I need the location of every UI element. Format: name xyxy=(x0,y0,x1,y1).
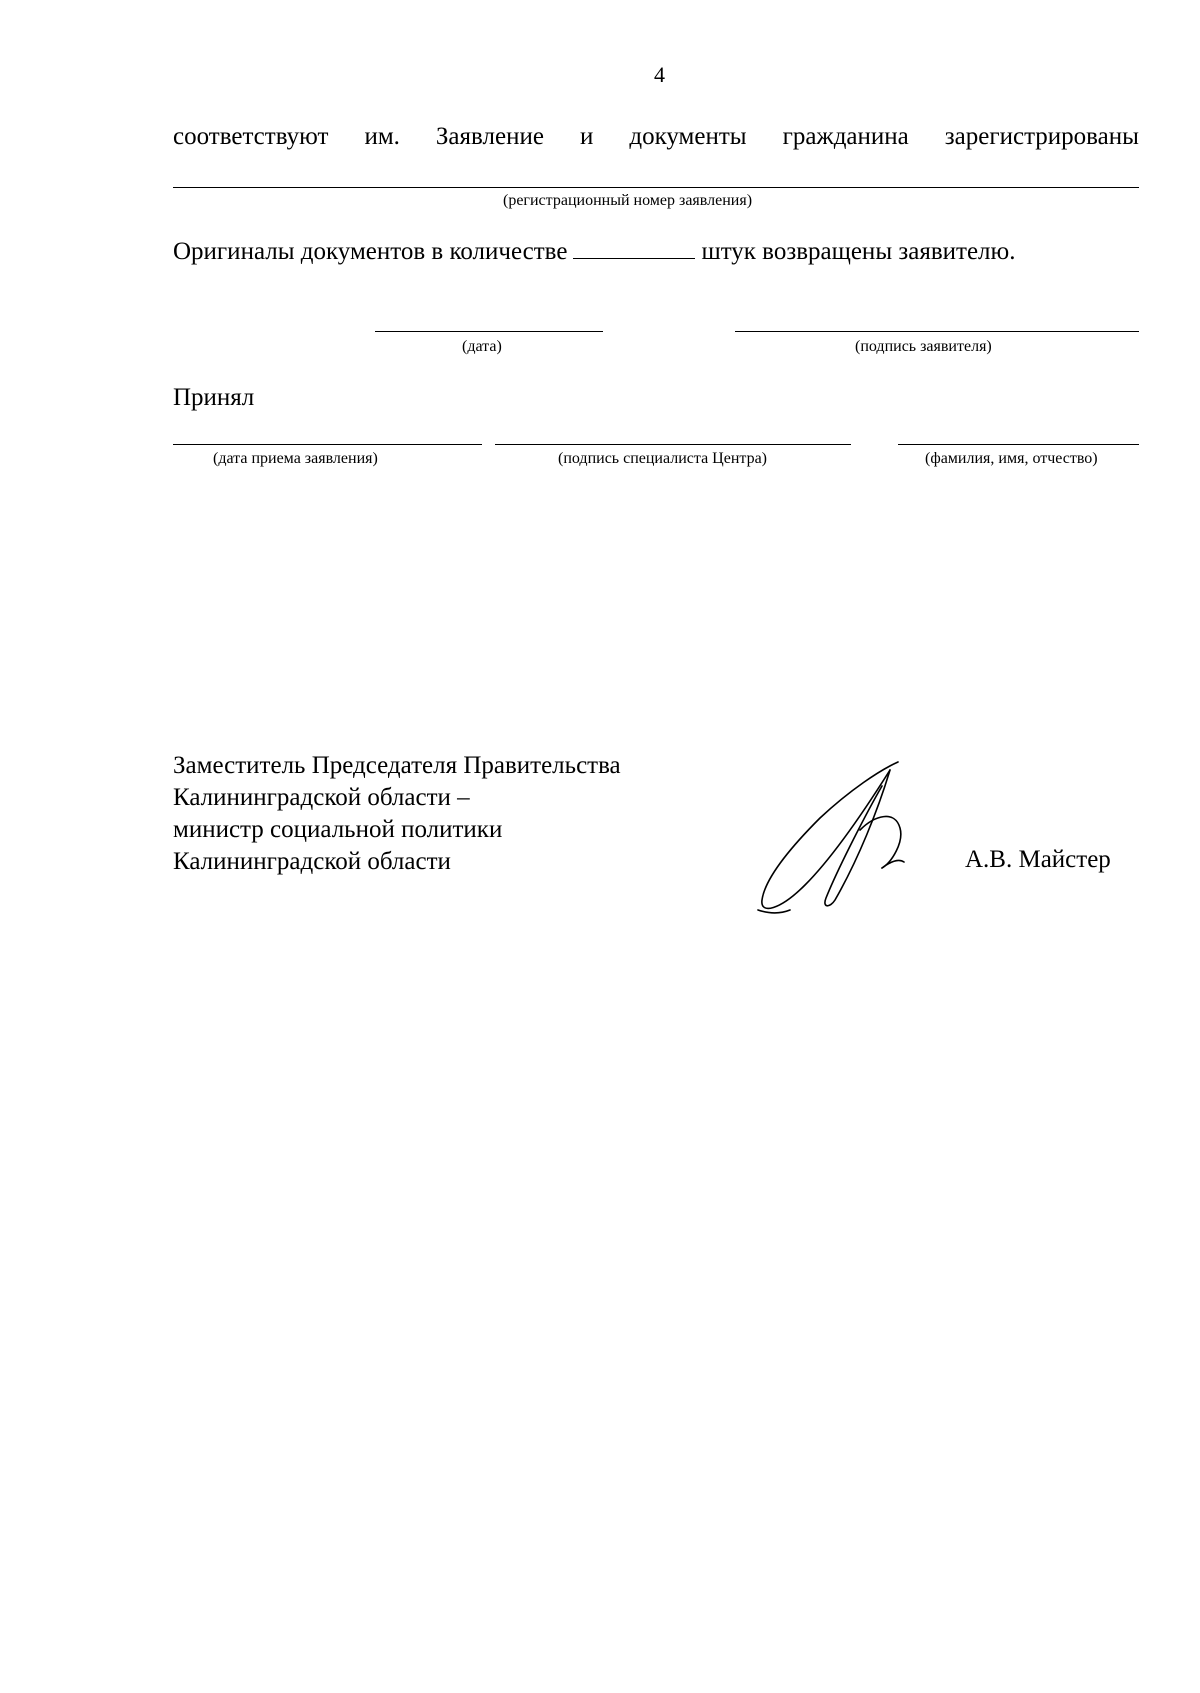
signatory-position-line: министр социальной политики xyxy=(173,816,503,843)
paragraph-word: соответствуют xyxy=(173,123,329,150)
handwritten-signature xyxy=(750,750,920,920)
applicant-date-line xyxy=(375,331,603,332)
signatory-position-line: Заместитель Председателя Правительства xyxy=(173,752,621,779)
signatory-position-line: Калининградской области – xyxy=(173,784,470,811)
registration-number-line xyxy=(173,187,1139,188)
paragraph-word: гражданина xyxy=(782,123,909,150)
accepted-label: Принял xyxy=(173,384,255,411)
signatory-name: А.В. Майстер xyxy=(965,846,1111,873)
quantity-blank xyxy=(573,257,695,259)
applicant-signature-line xyxy=(735,331,1139,332)
signatory-position-line: Калининградской области xyxy=(173,848,451,875)
registration-number-caption: (регистрационный номер заявления) xyxy=(503,192,753,209)
applicant-signature-caption: (подпись заявителя) xyxy=(855,338,992,355)
specialist-name-caption: (фамилия, имя, отчество) xyxy=(925,450,1098,467)
paragraph-word: Заявление xyxy=(435,123,544,150)
originals-text-after: штук возвращены заявителю. xyxy=(701,238,1016,265)
paragraph-word: документы xyxy=(629,123,747,150)
specialist-name-line xyxy=(898,444,1139,445)
paragraph-word: им. xyxy=(364,123,400,150)
paragraph-word: зарегистрированы xyxy=(944,123,1139,150)
signatory-position xyxy=(173,750,621,878)
registration-paragraph xyxy=(173,123,1139,151)
page-number: 4 xyxy=(654,62,665,87)
paragraph-word: и xyxy=(579,123,594,150)
acceptance-date-caption: (дата приема заявления) xyxy=(213,450,378,467)
originals-text-before: Оригиналы документов в количестве xyxy=(173,238,568,265)
specialist-signature-line xyxy=(495,444,851,445)
specialist-signature-caption: (подпись специалиста Центра) xyxy=(558,450,767,467)
applicant-date-caption: (дата) xyxy=(462,338,502,355)
acceptance-date-line xyxy=(173,444,482,445)
originals-statement xyxy=(173,238,1015,266)
